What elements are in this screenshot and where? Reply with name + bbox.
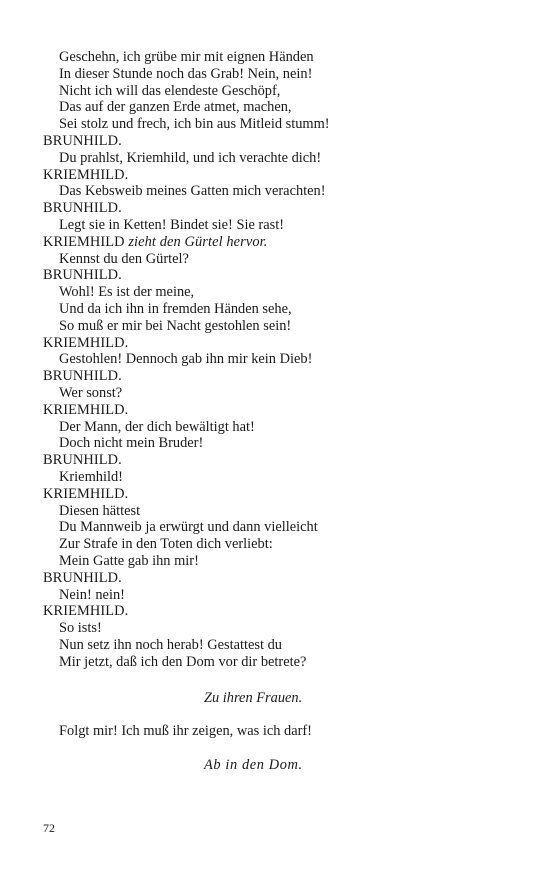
dialogue-text-block <box>43 49 513 670</box>
verse-line: Nun setz ihn noch herab! Gestattest du <box>59 636 282 653</box>
speaker-name: KRIEMHILD <box>43 233 125 250</box>
verse-line: Folgt mir! Ich muß ihr zeigen, was ich darf! <box>59 723 312 739</box>
speaker-name: KRIEMHILD. <box>43 401 129 418</box>
speaker-name: BRUNHILD. <box>43 200 122 217</box>
verse-line: Wohl! Es ist der meine, <box>59 284 195 301</box>
page-number: 72 <box>43 821 55 835</box>
verse-line: Gestohlen! Dennoch gab ihn mir kein Dieb! <box>59 351 313 368</box>
speaker-name: BRUNHILD. <box>43 569 122 586</box>
verse-line: Mein Gatte gab ihn mir! <box>59 552 199 569</box>
verse-line: Doch nicht mein Bruder! <box>59 435 204 452</box>
verse-line: Diesen hättest <box>59 502 141 519</box>
verse-line: Und da ich ihn in fremden Händen sehe, <box>59 300 292 317</box>
verse-line: Sei stolz und frech, ich bin aus Mitleid stumm! <box>59 116 330 133</box>
verse-line: Geschehn, ich grübe mir mit eignen Händen <box>59 49 314 65</box>
verse-line: Du Mannweib ja erwürgt und dann vielleicht <box>59 519 318 536</box>
speaker-name: KRIEMHILD. <box>43 485 129 502</box>
verse-line: So muß er mir bei Nacht gestohlen sein! <box>59 317 292 334</box>
verse-line: Kennst du den Gürtel? <box>59 250 189 267</box>
speaker-with-direction <box>43 234 513 251</box>
verse-line: Wer sonst? <box>59 384 123 401</box>
verse-line: Nicht ich will das elendeste Geschöpf, <box>59 82 281 99</box>
inline-stage-direction: zieht den Gürtel hervor. <box>128 233 268 250</box>
speaker-name: BRUNHILD. <box>43 267 122 284</box>
verse-line: In dieser Stunde noch das Grab! Nein, nein! <box>59 65 313 82</box>
verse-line: Kriemhild! <box>59 468 123 485</box>
speaker-name: BRUNHILD. <box>43 368 122 385</box>
verse-line: Mir jetzt, daß ich den Dom vor dir betrete? <box>59 653 307 670</box>
verse-line: Zur Strafe in den Toten dich verliebt: <box>59 536 273 553</box>
stage-direction: Ab in den Dom. <box>204 757 303 773</box>
verse-line: Der Mann, der dich bewältigt hat! <box>59 418 255 435</box>
speaker-name: KRIEMHILD. <box>43 334 129 351</box>
verse-line: So ists! <box>59 620 102 637</box>
speaker-name: BRUNHILD. <box>43 452 122 469</box>
speaker-name: KRIEMHILD. <box>43 166 129 183</box>
verse-line: Legt sie in Ketten! Bindet sie! Sie rast! <box>59 216 284 233</box>
speaker-name: KRIEMHILD. <box>43 603 129 620</box>
stage-direction: Zu ihren Frauen. <box>204 690 303 706</box>
verse-line: Das auf der ganzen Erde atmet, machen, <box>59 99 292 116</box>
verse-line: Du prahlst, Kriemhild, und ich verachte dich! <box>59 149 322 166</box>
verse-line: Nein! nein! <box>59 586 125 603</box>
speaker-name: BRUNHILD. <box>43 132 122 149</box>
verse-line: Das Kebsweib meines Gatten mich verachten! <box>59 183 326 200</box>
